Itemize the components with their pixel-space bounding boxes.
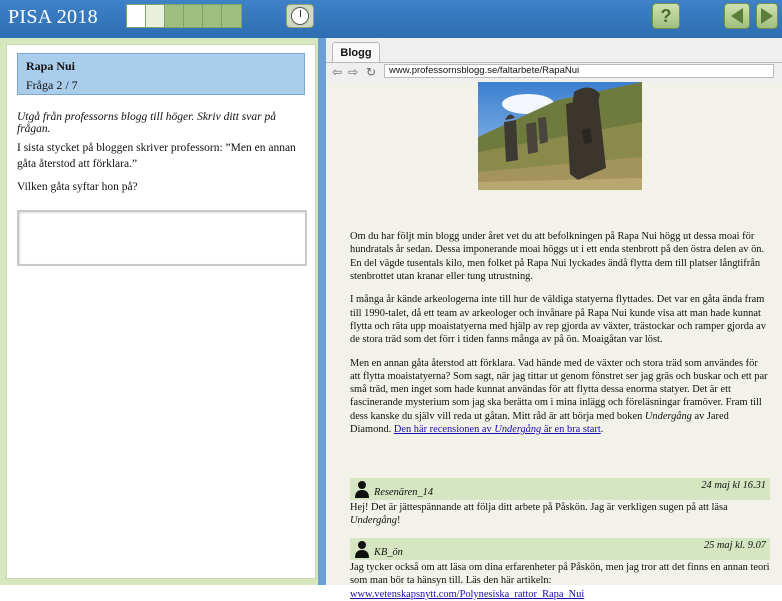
blog-paragraph: Om du har följt min blogg under året vet du att befolkningen på Rapa Nui högg ut dessa moai för hundratals år sedan. Dessa imponerande moai höggs ut i ett enda stenbrott på den östra delen av ön. En del vägde tusentals kilo, men folket på Rapa Nui lyckades ändå flytta dem till platser långtifrån stenbrottet utan kranar eller tung utrustning. <box>350 231 765 282</box>
comment-end: ! <box>396 515 401 527</box>
progress-cell <box>165 5 184 27</box>
address-row <box>330 64 778 80</box>
back-arrow-icon <box>731 8 743 24</box>
blog-paragraph: I många år kände arkeologerna inte till hur de väldiga statyerna flyttades. Det var en gåta ända fram till 1990-talet, då ett team av arkeologer och invånare på Rapa Nui kunde visa att man hade kunnat flytta och räta upp moaistatyerna med hjälp av rep gjorda av växter, trästockar och ramper gjorda av de stora träd som det förr i tiden fanns många av på ön. Moaigåtan var löst. <box>350 294 766 346</box>
next-button[interactable] <box>756 3 778 29</box>
refresh-icon[interactable]: ↻ <box>366 65 377 79</box>
progress-cell-current <box>146 5 165 27</box>
forward-arrow-icon <box>761 8 773 24</box>
link-text: Den här recensionen av <box>393 424 492 436</box>
url-bar[interactable]: www.professornsblogg.se/faltarbete/RapaNui <box>384 64 774 78</box>
panel-divider <box>318 38 326 585</box>
blog-article <box>350 230 770 446</box>
question-number: Fråga 2 / 7 <box>26 78 78 92</box>
blog-paragraph-last <box>350 357 770 437</box>
user-avatar-icon <box>354 480 370 498</box>
progress-indicator <box>126 4 242 28</box>
comment-body: Jag tycker också om att läsa om dina erfarenheter på Påskön, men jag tror att det finns en annan teori som man bör ta hänsyn till. Läs den här artikeln: <box>350 562 770 587</box>
comment-header <box>350 538 770 560</box>
blog-page <box>326 82 782 600</box>
tab-blogg[interactable]: Blogg <box>332 42 380 62</box>
paragraph-text: Men en annan gåta återstod att förklara. Vad hände med de växter och stora träd som användes för att flytta moaistatyerna? Som sagt, när jag tittar ut genom fönstret ser jag gräs och buskar och ett par små träd, men inget som hade kunnat användas för att flytta dessa enorma statyer. Det är ett fascinerande mysterium som jag ska berätta om i mina inlägg och föreläsningar framöver. Fram till dess kanske du själv vill reda ut gåtan. Mitt råd är att börja med boken <box>350 357 768 422</box>
paragraph-end: . <box>600 424 604 436</box>
progress-cell <box>203 5 222 27</box>
review-link[interactable] <box>394 424 601 435</box>
question-text: I sista stycket på bloggen skriver professorn: ”Men en annan gåta återstod att förklara.” <box>17 142 296 170</box>
comment-body: Hej! Det är jättespännande att följa ditt arbete på Påskön. Jag är verkligen sugen på att läsa <box>350 502 728 513</box>
question-panel <box>0 38 324 585</box>
top-bar <box>0 0 782 38</box>
comment-username: KB_ön <box>374 547 403 558</box>
question-card <box>6 44 316 579</box>
clock-icon[interactable] <box>286 4 314 28</box>
link-book-title: Undergång <box>494 424 542 436</box>
back-arrow-icon[interactable]: ⇦ <box>332 65 343 79</box>
back-button[interactable] <box>724 3 750 29</box>
app-title: PISA 2018 <box>8 6 98 28</box>
progress-cell <box>222 5 241 27</box>
link-text: är en bra start <box>543 424 601 436</box>
help-button[interactable]: ? <box>652 3 680 29</box>
question-prompt: Vilken gåta syftar hon på? <box>17 181 138 193</box>
tab-divider <box>326 62 782 63</box>
comment-date: 25 maj kl. 9.07 <box>703 540 766 551</box>
comment-header <box>350 478 770 500</box>
browser-panel <box>326 38 782 600</box>
progress-cell <box>127 5 146 27</box>
unit-title: Rapa Nui <box>26 59 76 73</box>
progress-cell <box>184 5 203 27</box>
book-title: Undergång <box>350 515 397 527</box>
question-header <box>17 53 305 95</box>
comment-text <box>350 561 770 601</box>
book-title: Undergång <box>644 410 692 422</box>
user-avatar-icon <box>354 540 370 558</box>
paragraph-text: av Jared Diamond. <box>350 410 729 436</box>
comment-text <box>350 501 770 528</box>
comment-date: 24 maj kl 16.31 <box>701 480 766 491</box>
forward-arrow-icon[interactable]: ⇨ <box>348 65 359 79</box>
article-link[interactable]: www.vetenskapsnytt.com/Polynesiska_rattor_Rapa_Nui <box>350 588 585 600</box>
question-instruction: Utgå från professorns blogg till höger. Skriv ditt svar på frågan. <box>17 111 276 135</box>
moai-photo <box>478 82 642 190</box>
answer-input[interactable] <box>17 210 307 266</box>
comment-username: Resenären_14 <box>374 487 434 498</box>
